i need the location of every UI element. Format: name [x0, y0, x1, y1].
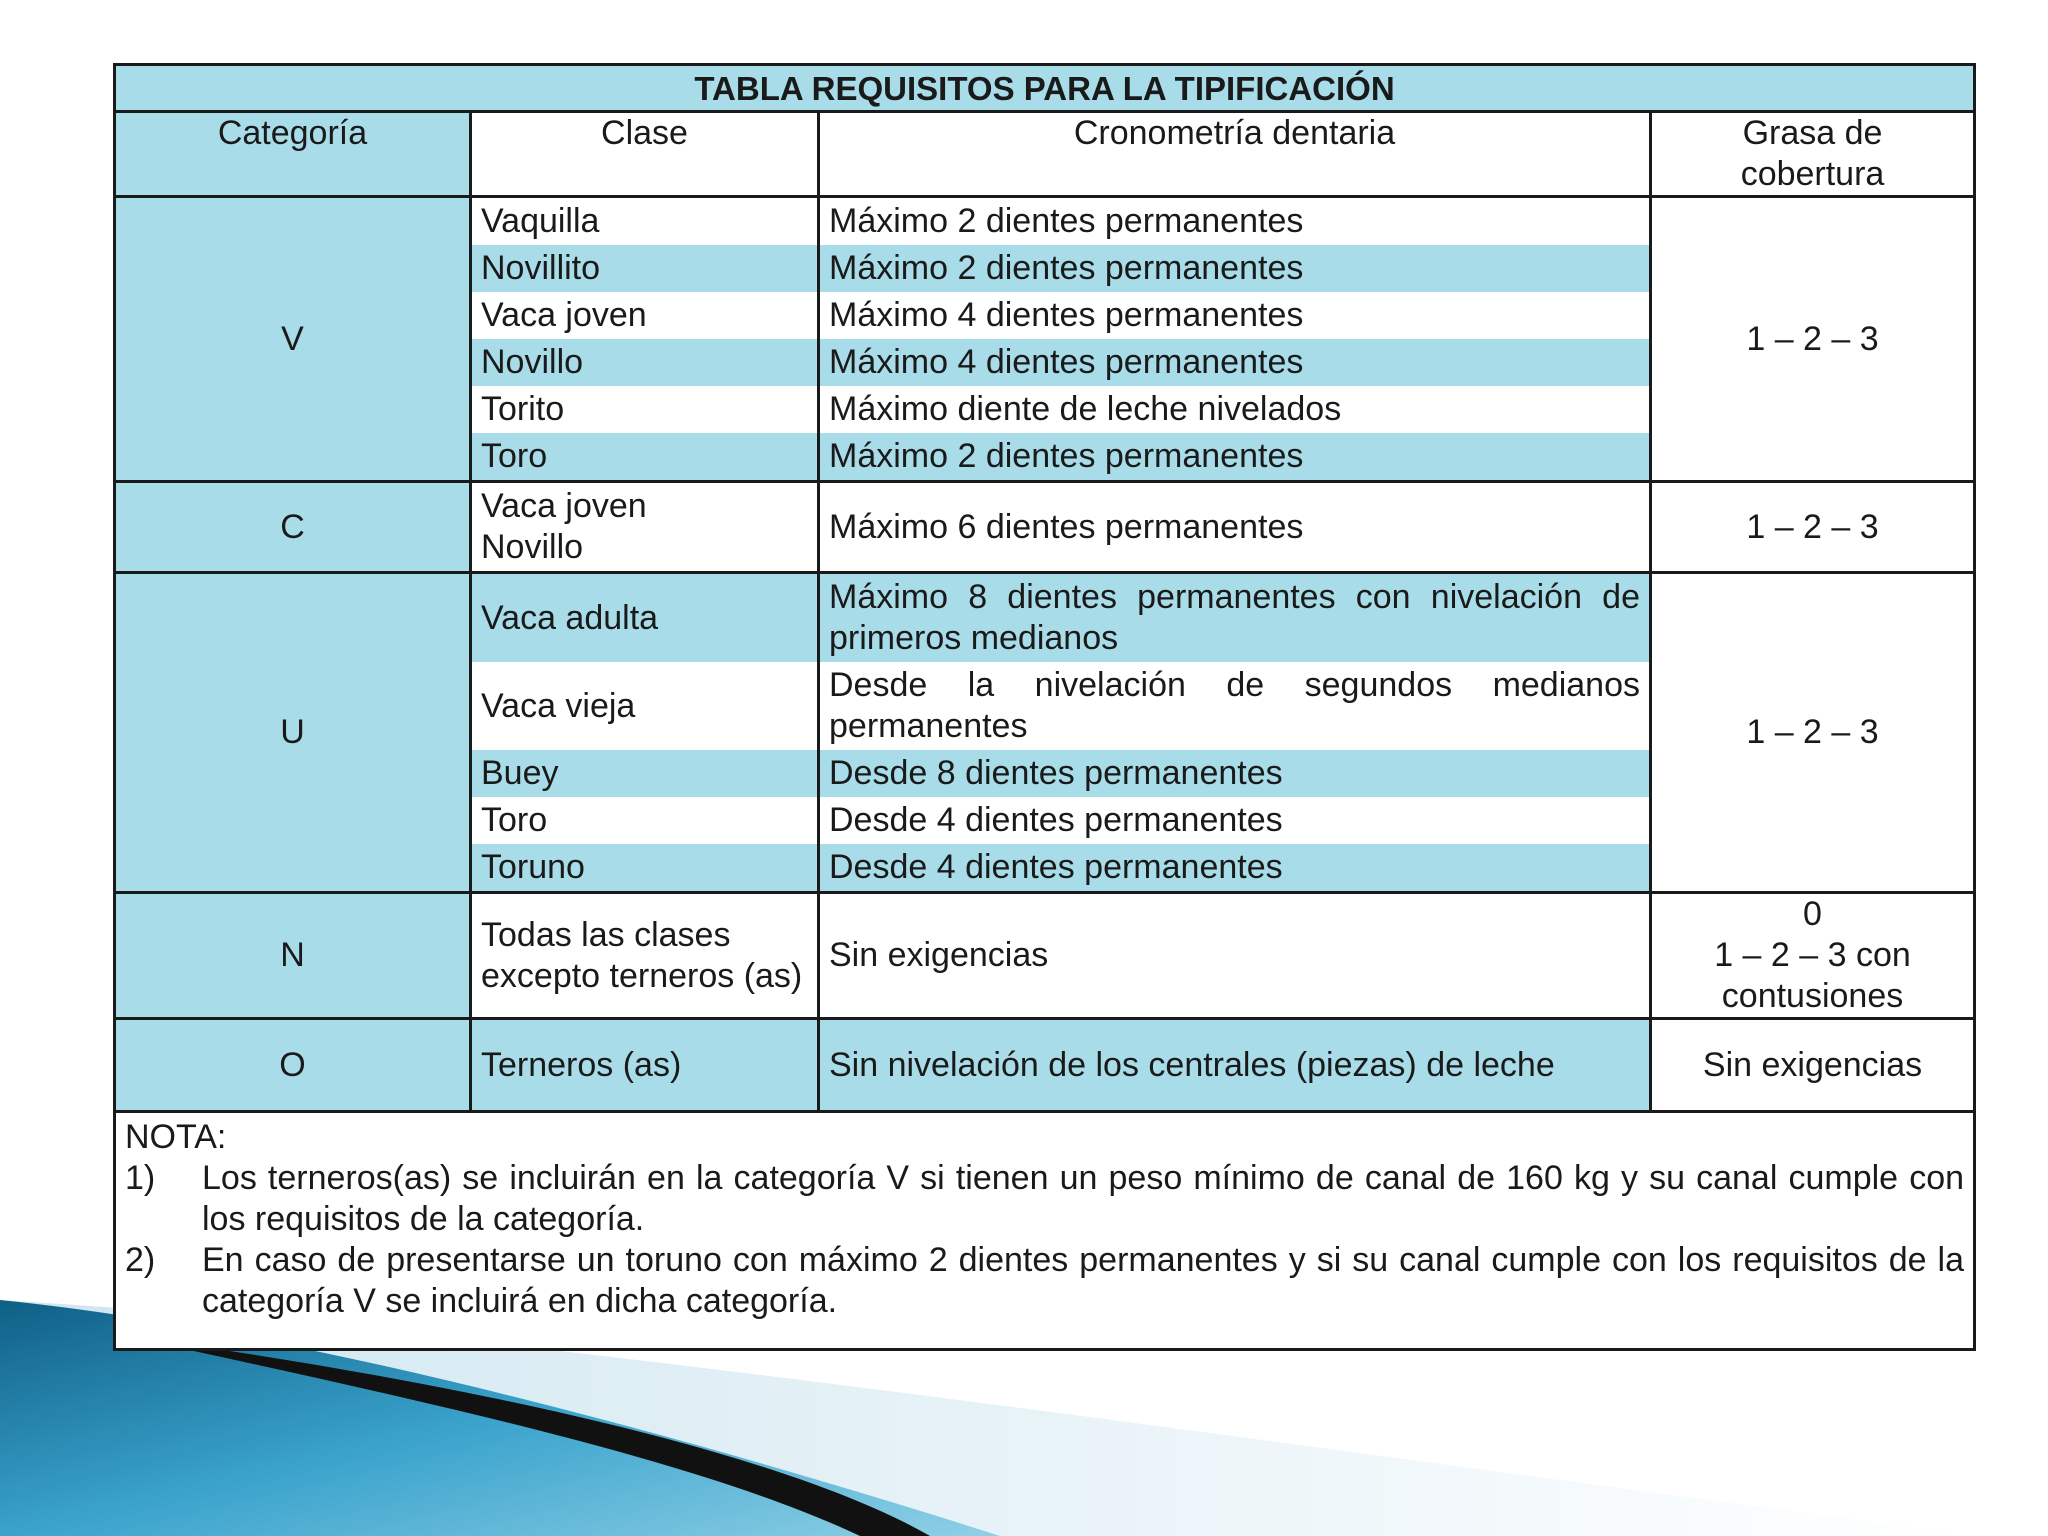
nota-item — [125, 1158, 1964, 1240]
nota-item-text: Los terneros(as) se incluirán en la categoría V si tienen un peso mínimo de canal de 160 kg y su canal cumple con los requisitos de la categoría. — [202, 1159, 1965, 1238]
category-c: C — [115, 482, 471, 573]
requirements-table — [113, 63, 1976, 1351]
grasa-n-line3: contusiones — [1721, 977, 1904, 1015]
clase-cell: Vaquilla — [471, 197, 819, 246]
clase-cell — [471, 893, 819, 1019]
nota-item-number: 1) — [125, 1159, 156, 1197]
nota-item-text: En caso de presentarse un toruno con máximo 2 dientes permanentes y si su canal cumple con los requisitos de la categoría V se incluirá en dicha categoría. — [202, 1241, 1965, 1320]
table-title: TABLA REQUISITOS PARA LA TIPIFICACIÓN — [115, 65, 1975, 112]
table-row — [115, 573, 1975, 663]
category-u: U — [115, 573, 471, 893]
grasa-o: Sin exigencias — [1651, 1019, 1975, 1112]
grasa-u: 1 – 2 – 3 — [1651, 573, 1975, 893]
cronometria-cell: Desde 4 dientes permanentes — [819, 797, 1651, 844]
table-row — [115, 197, 1975, 246]
clase-c-line1: Vaca joven — [481, 487, 647, 525]
header-grasa-line2: cobertura — [1740, 155, 1885, 193]
table-row — [115, 1019, 1975, 1112]
clase-cell: Toro — [471, 433, 819, 482]
nota-cell — [115, 1112, 1975, 1350]
table-row — [115, 893, 1975, 1019]
cronometria-cell: Máximo diente de leche nivelados — [819, 386, 1651, 433]
nota-item — [125, 1240, 1964, 1322]
cronometria-cell: Máximo 2 dientes permanentes — [819, 245, 1651, 292]
clase-cell: Buey — [471, 750, 819, 797]
clase-c-line2: Novillo — [481, 528, 584, 566]
grasa-n-line2: 1 – 2 – 3 con — [1714, 936, 1911, 974]
nota-label: NOTA: — [125, 1118, 227, 1156]
clase-n-line2: excepto terneros (as) — [481, 956, 803, 995]
clase-cell: Vaca adulta — [471, 573, 819, 663]
clase-cell: Toruno — [471, 844, 819, 893]
header-clase: Clase — [471, 112, 819, 197]
category-v: V — [115, 197, 471, 482]
grasa-n — [1651, 893, 1975, 1019]
clase-cell: Terneros (as) — [471, 1019, 819, 1112]
header-cronometria: Cronometría dentaria — [819, 112, 1651, 197]
cronometria-cell: Máximo 2 dientes permanentes — [819, 197, 1651, 246]
requirements-table-container — [113, 63, 1973, 1351]
clase-cell: Vaca joven — [471, 292, 819, 339]
header-grasa-line1: Grasa de — [1742, 114, 1883, 152]
cronometria-cell: Máximo 4 dientes permanentes — [819, 292, 1651, 339]
cronometria-cell: Máximo 4 dientes permanentes — [819, 339, 1651, 386]
cronometria-cell: Máximo 2 dientes permanentes — [819, 433, 1651, 482]
cronometria-cell: Sin nivelación de los centrales (piezas) de leche — [819, 1019, 1651, 1112]
grasa-c: 1 – 2 – 3 — [1651, 482, 1975, 573]
cronometria-cell: Máximo 6 dientes permanentes — [819, 482, 1651, 573]
category-n: N — [115, 893, 471, 1019]
cronometria-cell: Desde 8 dientes permanentes — [819, 750, 1651, 797]
clase-cell: Novillo — [471, 339, 819, 386]
cronometria-cell: Máximo 8 dientes permanentes con nivelación de primeros medianos — [819, 573, 1651, 663]
cronometria-cell: Sin exigencias — [819, 893, 1651, 1019]
nota-item-number: 2) — [125, 1241, 156, 1279]
grasa-v: 1 – 2 – 3 — [1651, 197, 1975, 482]
category-o: O — [115, 1019, 471, 1112]
clase-cell: Toro — [471, 797, 819, 844]
clase-cell: Torito — [471, 386, 819, 433]
header-grasa — [1651, 112, 1975, 197]
grasa-n-line1: 0 — [1803, 895, 1822, 933]
header-categoria: Categoría — [115, 112, 471, 197]
table-row — [115, 482, 1975, 573]
clase-cell: Vaca vieja — [471, 662, 819, 750]
cronometria-cell: Desde 4 dientes permanentes — [819, 844, 1651, 893]
nota-row — [115, 1112, 1975, 1350]
cronometria-cell: Desde la nivelación de segundos medianos permanentes — [819, 662, 1651, 750]
clase-cell: Novillito — [471, 245, 819, 292]
clase-cell — [471, 482, 819, 573]
clase-n-line1: Todas las clases — [481, 915, 731, 954]
